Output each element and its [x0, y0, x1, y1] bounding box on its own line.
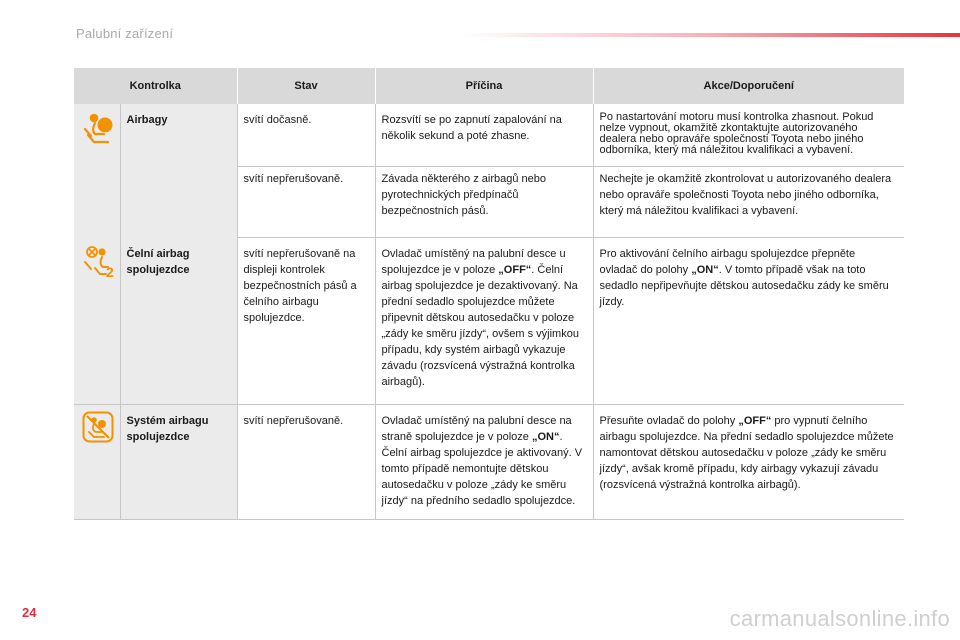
- action-cell: [593, 405, 904, 520]
- column-header-stav: Stav: [237, 68, 375, 104]
- state-cell: [237, 167, 375, 238]
- column-header-kontrolka: Kontrolka: [74, 68, 237, 104]
- state-text: svítí nepřerušovaně.: [243, 173, 344, 185]
- action-cell: [593, 238, 904, 405]
- lamp-name-cell: [120, 238, 237, 405]
- action-text: Přesuňte ovladač do polohy „OFF“ pro vypnutí čelního airbagu spolujezdce. Na přední sedadlo spolujezdce můžete namontovat dětskou autosedačku v poloze „zády ke směru jízdy“, avšak kromě případu, kdy airbagy vykazují závadu (rozsvícená výstražná kontrolka airbagů).: [599, 415, 894, 491]
- header-accent-line: [460, 33, 960, 37]
- state-cell: [237, 405, 375, 520]
- table-row: [74, 104, 904, 167]
- lamp-name: Čelní airbag spolujezdce: [126, 247, 190, 276]
- cause-text: Ovladač umístěný na palubní desce u spolujezdce je v poloze „OFF“. Čelní airbag spolujezdce je dezaktivovaný. Na přední sedadlo spolujezdce můžete připevnit dětskou autosedačku v poloze „zády ke směru jízdy“, ovšem s výjimkou případu, kdy systém airbagů vykazuje závadu (rozsvícená výstražná kontrolka airbagů).: [381, 248, 579, 388]
- action-text: Pro aktivování čelního airbagu spolujezdce přepněte ovladač do polohy „ON“. V tomto případě však na toto sedadlo nepřipevňujte dětskou autosedačku zády ke směru jízdy.: [599, 248, 889, 308]
- action-cell: [593, 167, 904, 238]
- airbag-warning-icon: [82, 110, 116, 144]
- lamp-name: Systém airbagu spolujezdce: [126, 415, 209, 443]
- lamp-name: Airbagy: [126, 114, 168, 126]
- cause-text: Ovladač umístěný na palubní desce na straně spolujezdce je v poloze „ON“. Čelní airbag spolujezdce je aktivovaný. V tomto případě nemontujte dětskou autosedačku v poloze „zády ke směru jízdy“ na předního sedadlo spolujezdce.: [381, 415, 583, 507]
- state-text: svítí dočasně.: [243, 114, 312, 126]
- airbag-system-icon: [82, 411, 114, 443]
- page-section-title: Palubní zařízení: [76, 26, 174, 41]
- watermark-text: carmanualsonline.info: [729, 606, 950, 631]
- warning-lamps-table: [74, 68, 904, 520]
- cause-cell: [375, 167, 593, 238]
- lamp-icon-cell: [74, 104, 120, 238]
- column-header-pricina: Příčina: [375, 68, 593, 104]
- cause-cell: [375, 405, 593, 520]
- lamp-name-cell: [120, 405, 237, 520]
- state-cell: [237, 104, 375, 167]
- state-text: svítí nepřerušovaně.: [243, 415, 344, 427]
- action-text: Nechejte je okamžitě zkontrolovat u autorizovaného dealera nebo opraváře společnosti Toyota nebo jiného odborníka, který má náležitou kvalifikaci a vybavení.: [599, 173, 892, 217]
- cause-text: Závada některého z airbagů nebo pyrotechnických předpínačů bezpečnostních pásů.: [381, 173, 547, 217]
- action-text: Po nastartování motoru musí kontrolka zhasnout. Pokud nelze vypnout, okamžitě zkontaktujte autorizovaného dealera nebo opraváře společnosti Toyota nebo jiného odborníka, který má náležitou kvalifikaci a vybavení.: [599, 111, 874, 156]
- lamp-icon-cell: [74, 238, 120, 405]
- table-header-row: [74, 68, 904, 104]
- passenger-airbag-off-icon: [82, 244, 116, 278]
- table-row: [74, 405, 904, 520]
- state-text: svítí nepřerušovaně na displeji kontrolek bezpečnostních pásů a čelního airbagu spolujezdce.: [243, 248, 357, 324]
- lamp-icon-cell: [74, 405, 120, 520]
- cause-text: Rozsvítí se po zapnutí zapalování na několik sekund a poté zhasne.: [381, 114, 562, 142]
- svg-text:2: 2: [106, 263, 114, 278]
- state-cell: [237, 238, 375, 405]
- cause-cell: [375, 238, 593, 405]
- table-row: [74, 238, 904, 405]
- lamp-name-cell: [120, 104, 237, 238]
- page-number: 24: [22, 605, 37, 620]
- action-cell: [593, 104, 904, 167]
- column-header-akce: Akce/Doporučení: [593, 68, 904, 104]
- cause-cell: [375, 104, 593, 167]
